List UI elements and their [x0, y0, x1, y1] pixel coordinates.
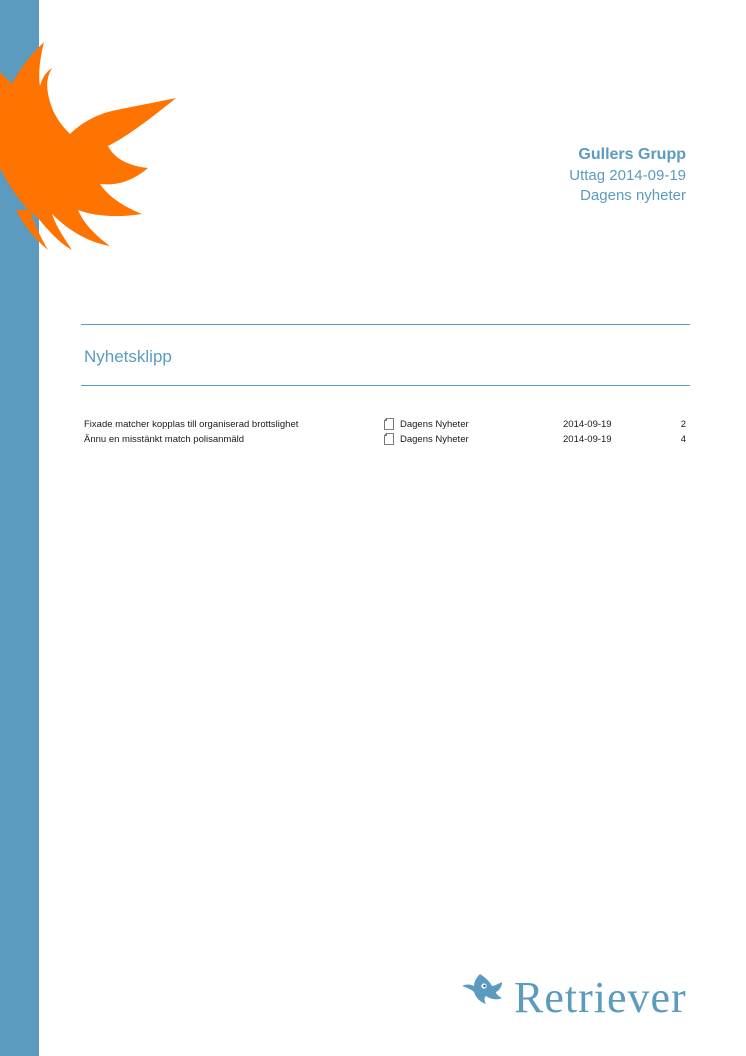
logo-text: Retriever	[514, 973, 687, 1022]
document-icon	[384, 433, 394, 445]
clip-page[interactable]: 2	[680, 419, 686, 430]
extract-date: Uttag 2014-09-19	[569, 167, 686, 184]
clip-title[interactable]: Fixade matcher kopplas till organiserad brottslighet	[84, 419, 299, 430]
logo-fish-icon	[462, 970, 512, 1010]
source-name: Dagens nyheter	[580, 187, 686, 204]
clip-row[interactable]	[84, 417, 688, 432]
company-name: Gullers Grupp	[578, 146, 686, 163]
clip-source: Dagens Nyheter	[400, 419, 469, 430]
section-title: Nyhetsklipp	[84, 347, 172, 366]
clip-row[interactable]	[84, 432, 688, 447]
clip-date: 2014-09-19	[563, 419, 612, 430]
clip-date: 2014-09-19	[563, 434, 612, 445]
clip-list	[84, 417, 688, 447]
divider-bottom	[81, 385, 690, 386]
clip-page[interactable]: 4	[680, 434, 686, 445]
document-header	[569, 144, 686, 206]
clip-source: Dagens Nyheter	[400, 434, 469, 445]
divider-top	[81, 324, 690, 325]
document-icon	[384, 418, 394, 430]
clip-title[interactable]: Ännu en misstänkt match polisanmäld	[84, 434, 244, 445]
retriever-logo	[462, 970, 714, 1030]
fish-icon	[0, 38, 180, 258]
